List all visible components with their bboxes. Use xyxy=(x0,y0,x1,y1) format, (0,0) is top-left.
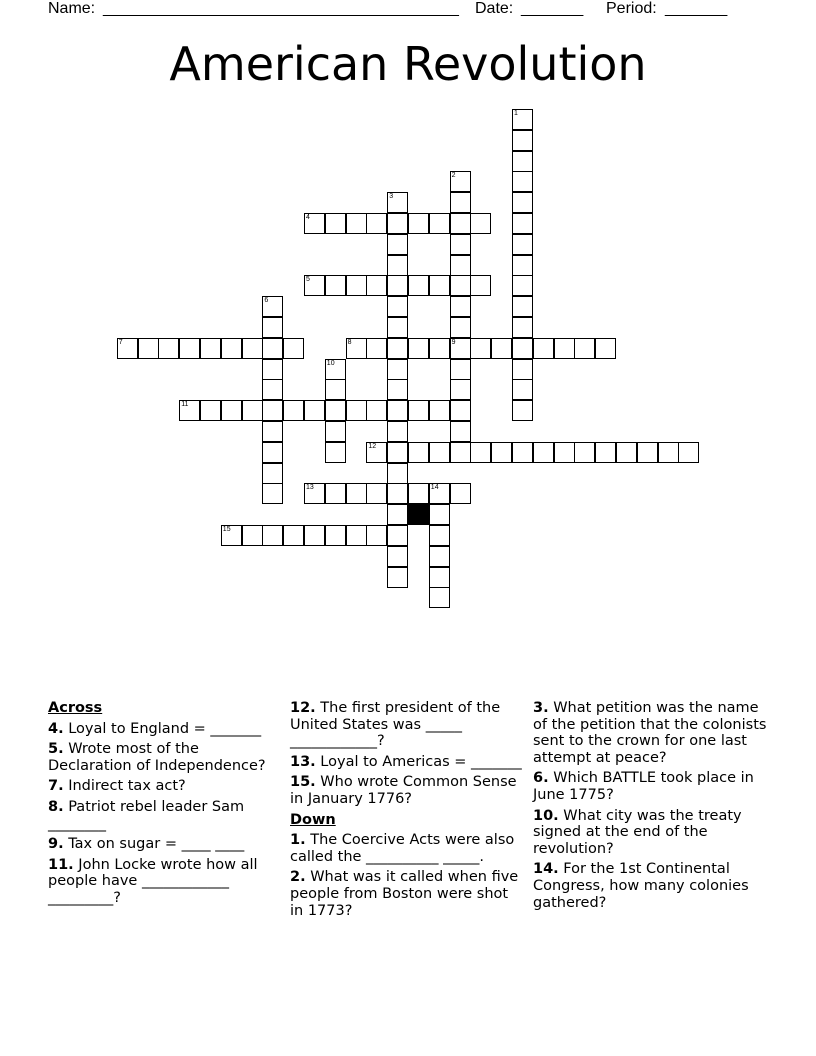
clues-column-2 xyxy=(290,700,522,923)
period-label: Period: xyxy=(606,0,657,17)
clue-across-4: 4. Loyal to England = _______ xyxy=(48,720,262,737)
crossword-cell[interactable] xyxy=(574,338,595,359)
crossword-cell[interactable] xyxy=(325,442,346,463)
crossword-cell[interactable] xyxy=(470,442,491,463)
crossword-cell[interactable] xyxy=(387,463,408,484)
crossword-cell[interactable] xyxy=(262,442,283,463)
crossword-cell[interactable] xyxy=(346,338,367,359)
crossword-cell[interactable] xyxy=(304,525,325,546)
crossword-cell[interactable] xyxy=(387,255,408,276)
crossword-cell[interactable] xyxy=(429,525,450,546)
clue-across-12: 12. The first president of the United States was _____ ____________? xyxy=(290,700,501,750)
crossword-cell[interactable] xyxy=(346,400,367,421)
crossword-cell[interactable] xyxy=(158,338,179,359)
crossword-cell[interactable] xyxy=(429,338,450,359)
crossword-cell[interactable] xyxy=(429,504,450,525)
crossword-cell[interactable] xyxy=(346,213,367,234)
clues-column-1 xyxy=(48,700,280,911)
clue-across-7: 7. Indirect tax act? xyxy=(48,778,186,795)
crossword-cell[interactable] xyxy=(450,255,471,276)
crossword-cell[interactable] xyxy=(470,338,491,359)
across-heading: Across xyxy=(48,700,103,716)
crossword-cell[interactable] xyxy=(283,525,304,546)
crossword-cell[interactable] xyxy=(325,525,346,546)
clue-number: 4 xyxy=(306,214,310,221)
clue-across-11: 11. John Locke wrote how all people have ____________ _________? xyxy=(48,856,258,906)
clue-down-14: 14. For the 1st Continental Congress, how many colonies gathered? xyxy=(533,861,749,911)
crossword-cell[interactable] xyxy=(512,213,533,234)
crossword-cell[interactable] xyxy=(366,213,387,234)
clue-number: 15 xyxy=(222,526,231,533)
crossword-cell[interactable] xyxy=(450,275,471,296)
name-label: Name: xyxy=(48,0,96,17)
clues-column-3 xyxy=(533,700,769,915)
clue-number: 12 xyxy=(368,442,377,450)
crossword-cell[interactable] xyxy=(512,379,533,400)
crossword-cell[interactable] xyxy=(554,442,575,463)
crossword-cell[interactable] xyxy=(387,296,408,317)
crossword-cell[interactable] xyxy=(304,483,325,504)
crossword-cell[interactable] xyxy=(637,442,658,463)
down-heading: Down xyxy=(290,811,336,828)
crossword-cell[interactable] xyxy=(512,317,533,338)
crossword-cell[interactable] xyxy=(221,525,242,546)
clue-across-8: 8. Patriot rebel leader Sam ________ xyxy=(48,798,245,832)
crossword-cell[interactable] xyxy=(450,483,471,504)
crossword-cell[interactable] xyxy=(450,296,471,317)
crossword-cell[interactable] xyxy=(429,400,450,421)
crossword-cell[interactable] xyxy=(366,483,387,504)
crossword-cell[interactable] xyxy=(262,400,283,421)
crossword-cell[interactable] xyxy=(366,275,387,296)
clue-number: 13 xyxy=(306,484,314,492)
crossword-cell[interactable] xyxy=(512,442,533,463)
crossword-cell[interactable] xyxy=(450,192,471,213)
name-blank: ________________________________________ xyxy=(103,0,459,17)
crossword-cell[interactable] xyxy=(262,421,283,442)
crossword-cell[interactable] xyxy=(429,587,450,608)
clue-number: 1 xyxy=(514,110,518,117)
crossword-cell[interactable] xyxy=(366,400,387,421)
crossword-cell[interactable] xyxy=(429,213,450,234)
crossword-cell[interactable] xyxy=(387,525,408,546)
crossword-cell[interactable] xyxy=(242,338,263,359)
crossword-cell[interactable] xyxy=(450,400,471,421)
date-label: Date: xyxy=(475,0,514,17)
crossword-cell[interactable] xyxy=(325,275,346,296)
crossword-cell[interactable] xyxy=(533,338,554,359)
crossword-cell[interactable] xyxy=(304,400,325,421)
crossword-cell[interactable] xyxy=(200,338,221,359)
crossword-cell[interactable] xyxy=(554,338,575,359)
crossword-cell[interactable] xyxy=(512,400,533,421)
crossword-cell[interactable] xyxy=(429,567,450,588)
crossword-cell[interactable] xyxy=(387,504,408,525)
crossword-cell[interactable] xyxy=(387,421,408,442)
crossword-cell[interactable] xyxy=(262,317,283,338)
crossword-cell[interactable] xyxy=(470,275,491,296)
clue-number: 9 xyxy=(451,338,456,346)
clue-number: 6 xyxy=(264,297,269,305)
clue-across-9: 9. Tax on sugar = ____ ____ xyxy=(48,836,245,853)
clue-number: 14 xyxy=(430,484,439,492)
crossword-cell[interactable] xyxy=(387,275,408,296)
crossword-cell[interactable] xyxy=(512,109,533,130)
crossword-cell[interactable] xyxy=(408,213,429,234)
crossword-cell[interactable] xyxy=(325,359,346,380)
crossword-cell[interactable] xyxy=(325,483,346,504)
crossword-cell[interactable] xyxy=(450,379,471,400)
crossword-cell[interactable] xyxy=(429,546,450,567)
crossword-cell[interactable] xyxy=(262,296,283,317)
crossword-cell[interactable] xyxy=(346,525,367,546)
clue-across-13: 13. Loyal to Americas = _______ xyxy=(290,753,522,770)
crossword-cell[interactable] xyxy=(221,400,242,421)
crossword-cell[interactable] xyxy=(179,338,200,359)
crossword-cell[interactable] xyxy=(262,338,283,359)
crossword-cell[interactable] xyxy=(387,546,408,567)
crossword-cell[interactable] xyxy=(262,525,283,546)
date-blank: _______ xyxy=(521,0,584,17)
crossword-cell[interactable] xyxy=(512,151,533,172)
crossword-cell[interactable] xyxy=(408,400,429,421)
crossword-cell[interactable] xyxy=(387,338,408,359)
crossword-cell[interactable] xyxy=(512,296,533,317)
crossword-cell[interactable] xyxy=(450,171,471,192)
clue-down-10: 10. What city was the treaty signed at the end of the revolution? xyxy=(533,807,742,857)
clue-number: 8 xyxy=(347,338,352,346)
crossword-cell[interactable] xyxy=(512,130,533,151)
crossword-cell[interactable] xyxy=(512,338,533,359)
crossword-cell[interactable] xyxy=(387,567,408,588)
crossword-cell[interactable] xyxy=(450,234,471,255)
crossword-cell[interactable] xyxy=(429,483,450,504)
crossword-cell[interactable] xyxy=(450,359,471,380)
crossword-cell[interactable] xyxy=(512,234,533,255)
clue-number: 7 xyxy=(118,338,123,346)
crossword-cell[interactable] xyxy=(242,400,263,421)
crossword-cell[interactable] xyxy=(408,483,429,504)
crossword-cell[interactable] xyxy=(325,213,346,234)
crossword-cell[interactable] xyxy=(491,442,512,463)
clue-number: 2 xyxy=(451,172,456,180)
crossword-cell[interactable] xyxy=(574,442,595,463)
clue-number: 5 xyxy=(306,276,310,284)
crossword-cell[interactable] xyxy=(429,442,450,463)
crossword-cell[interactable] xyxy=(117,338,138,359)
crossword-cell[interactable] xyxy=(200,400,221,421)
page-title: American Revolution xyxy=(169,37,647,91)
crossword-cell[interactable] xyxy=(262,379,283,400)
crossword-cell[interactable] xyxy=(387,192,408,213)
clue-across-5: 5. Wrote most of the Declaration of Independence? xyxy=(48,741,266,774)
crossword-cell[interactable] xyxy=(533,442,554,463)
crossword-cell[interactable] xyxy=(595,338,616,359)
crossword-block xyxy=(408,504,429,525)
crossword-cell[interactable] xyxy=(512,359,533,380)
clue-number: 3 xyxy=(389,193,394,201)
clue-down-1: 1. The Coercive Acts were also called the __________ _____. xyxy=(290,832,515,865)
clue-down-3: 3. What petition was the name of the petition that the colonists sent to the crown for one last attempt at peace? xyxy=(533,700,767,766)
crossword-cell[interactable] xyxy=(325,400,346,421)
clue-down-6: 6. Which BATTLE took place in June 1775? xyxy=(533,770,754,803)
crossword-cell[interactable] xyxy=(616,442,637,463)
crossword-cell[interactable] xyxy=(408,442,429,463)
crossword-cell[interactable] xyxy=(325,421,346,442)
clue-down-2: 2. What was it called when five people from Boston were shot in 1773? xyxy=(290,869,519,919)
crossword-cell[interactable] xyxy=(595,442,616,463)
crossword-cell[interactable] xyxy=(221,338,242,359)
clue-across-15: 15. Who wrote Common Sense in January 1776? xyxy=(290,774,517,807)
period-blank: _______ xyxy=(665,0,728,17)
crossword-cell[interactable] xyxy=(387,400,408,421)
crossword-cell[interactable] xyxy=(179,400,200,421)
crossword-cell[interactable] xyxy=(283,400,304,421)
crossword-cell[interactable] xyxy=(450,442,471,463)
crossword-cell[interactable] xyxy=(450,421,471,442)
crossword-cell[interactable] xyxy=(387,379,408,400)
crossword-cell[interactable] xyxy=(512,275,533,296)
crossword-cell[interactable] xyxy=(491,338,512,359)
crossword-cell[interactable] xyxy=(262,483,283,504)
crossword-cell[interactable] xyxy=(262,463,283,484)
crossword-cell[interactable] xyxy=(346,275,367,296)
crossword-cell[interactable] xyxy=(138,338,159,359)
crossword-cell[interactable] xyxy=(304,213,325,234)
crossword-cell[interactable] xyxy=(512,255,533,276)
crossword-cell[interactable] xyxy=(304,275,325,296)
crossword-cell[interactable] xyxy=(512,171,533,192)
crossword-cell[interactable] xyxy=(242,525,263,546)
crossword-cell[interactable] xyxy=(512,192,533,213)
crossword-cell[interactable] xyxy=(346,483,367,504)
crossword-cell[interactable] xyxy=(408,275,429,296)
crossword-cell[interactable] xyxy=(387,234,408,255)
crossword-cell[interactable] xyxy=(678,442,699,463)
crossword-cell[interactable] xyxy=(387,317,408,338)
clue-number: 10 xyxy=(326,359,335,367)
crossword-cell[interactable] xyxy=(387,483,408,504)
crossword-cell[interactable] xyxy=(450,317,471,338)
crossword-cell[interactable] xyxy=(387,213,408,234)
crossword-cell[interactable] xyxy=(470,213,491,234)
crossword-cell[interactable] xyxy=(283,338,304,359)
crossword-cell[interactable] xyxy=(366,442,387,463)
crossword-cell[interactable] xyxy=(387,359,408,380)
crossword-cell[interactable] xyxy=(429,275,450,296)
crossword-cell[interactable] xyxy=(366,338,387,359)
crossword-cell[interactable] xyxy=(450,213,471,234)
crossword-cell[interactable] xyxy=(262,359,283,380)
crossword-cell[interactable] xyxy=(366,525,387,546)
crossword-cell[interactable] xyxy=(387,442,408,463)
crossword-cell[interactable] xyxy=(325,379,346,400)
crossword-cell[interactable] xyxy=(450,338,471,359)
clue-number: 11 xyxy=(181,401,189,409)
crossword-cell[interactable] xyxy=(408,338,429,359)
crossword-cell[interactable] xyxy=(658,442,679,463)
